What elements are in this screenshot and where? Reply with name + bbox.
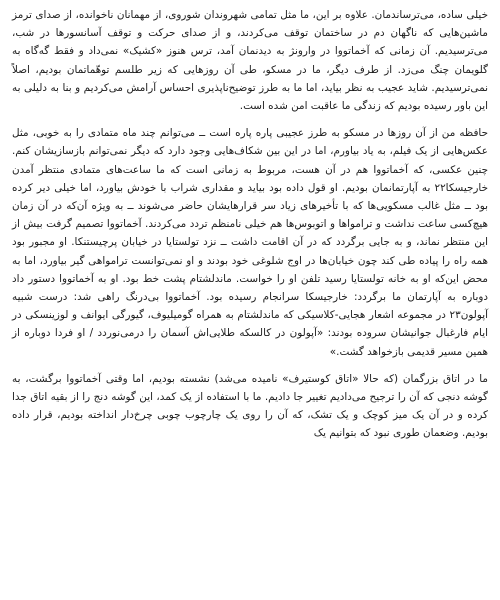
paragraph: خیلی ساده، می‌ترساندمان. علاوه بر این، ما مثل تمامی شهروندان شوروی، از مهمانان ناخوانده، از صدای ترمز ماشین‌هایی که ناگهان دم در ساختمان توقف می‌کردند، و از صدای حرکت و توقف آسانسورها در شب، می‌ترسیدیم. آن زمانی که آخماتووا در وارونژ به دیدنمان آمد، ترس هنوز «کشیک» نمی‌داد و فقط گه‌گاه به گلویمان چنگ می‌زد. از طرف دیگر، ما در مسکو، طی آن روزهایی که زیر طلسم توهّماتمان بودیم، اصلاً نمی‌ترسیدیم. شاید عجیب به نظر بیاید، اما ما به طرز توضیح‌ناپذیری احساس آرامش می‌کردیم و بنا به دلیلی به این باور رسیده بودیم که زندگی ما عاقبت امن شده است. [12,9,488,113]
paragraph: ما در اتاق بزرگمان (که حالا «اتاق کوستیرف» نامیده می‌شد) نشسته بودیم، اما وقتی آخماتووا برگشت، به گوشه دنجی که آن را ترجیح می‌دادیم تغییر جا دادیم. ما با استفاده از یک کمد، این گوشه دنج را از بقیه اتاق جدا کرده و در آن یک میز کوچک و یک تشک، که آن را روی یک چارچوب چوبی چرخ‌دار انداخته بودیم، قرار داده بودیم. وضعمان طوری نبود که بتوانیم یک [12,372,488,440]
paragraph: حافظه من از آن روزها در مسکو به طرز عجیبی پاره پاره است ــ می‌توانم چند ماه متمادی را به خوبی، مثل عکس‌هایی از یک فیلم، به یاد بیاورم، اما در این بین شکاف‌هایی وجود دارد که دیگر نمی‌توانم بازسازیشان کنم. چنین عکسی، که آخماتووا هم در آن هست، مربوط به زمانی است که ما ساعت‌های متمادی منتظر آمدن خارجیسکا۲۲ به آپارتمانمان بودیم. او قول داده بود بیاید و مقداری شراب با خودش بیاورد، اما خیلی دیر کرده بود ــ مثل غالب مسکویی‌ها که با تأخیرهای زیاد سر قرارهایشان حاضر می‌شوند ــ به ویژه آن‌که در آن زمان هیچ‌کسی ساعت نداشت و ترامواها و اتوبوس‌ها هم خیلی نامنظم تردد می‌کردند. آخماتووا تصمیم گرفت بیش از این منتظر نماند، و به جایی برگردد که در آن اقامت داشت ــ نزد تولستایا در خیابان پرچیستنکا. او مجبور بود همه راه را پیاده طی کند چون خیابان‌ها در اوج شلوغی خود بودند و او نمی‌توانست ترامواهی گیر بیاورد، اما به محض این‌که او به خانه تولستایا رسید تلفن او را خواست. ماندلشتام پشت خط بود. او به آخماتووا دستور داد دوباره به آپارتمان ما برگردد: خارجیسکا سرانجام رسیده بود. آخماتووا بی‌درنگ راهی شد: درست شبیه آپولون۲۳ در مجموعه اشعار هجایی-کلاسیکی که ماندلشتام به همراه گومیلیوف، گیورگی ایوانف و لوزینسکی در ایام فارغبال جوانیشان سروده بودند: «آپولون در کالسکه طلایی‌اش آسمان را درمی‌نوردد / او فردا دوباره از همین مسیر قدیمی بازخواهد گشت.» [12,127,488,358]
